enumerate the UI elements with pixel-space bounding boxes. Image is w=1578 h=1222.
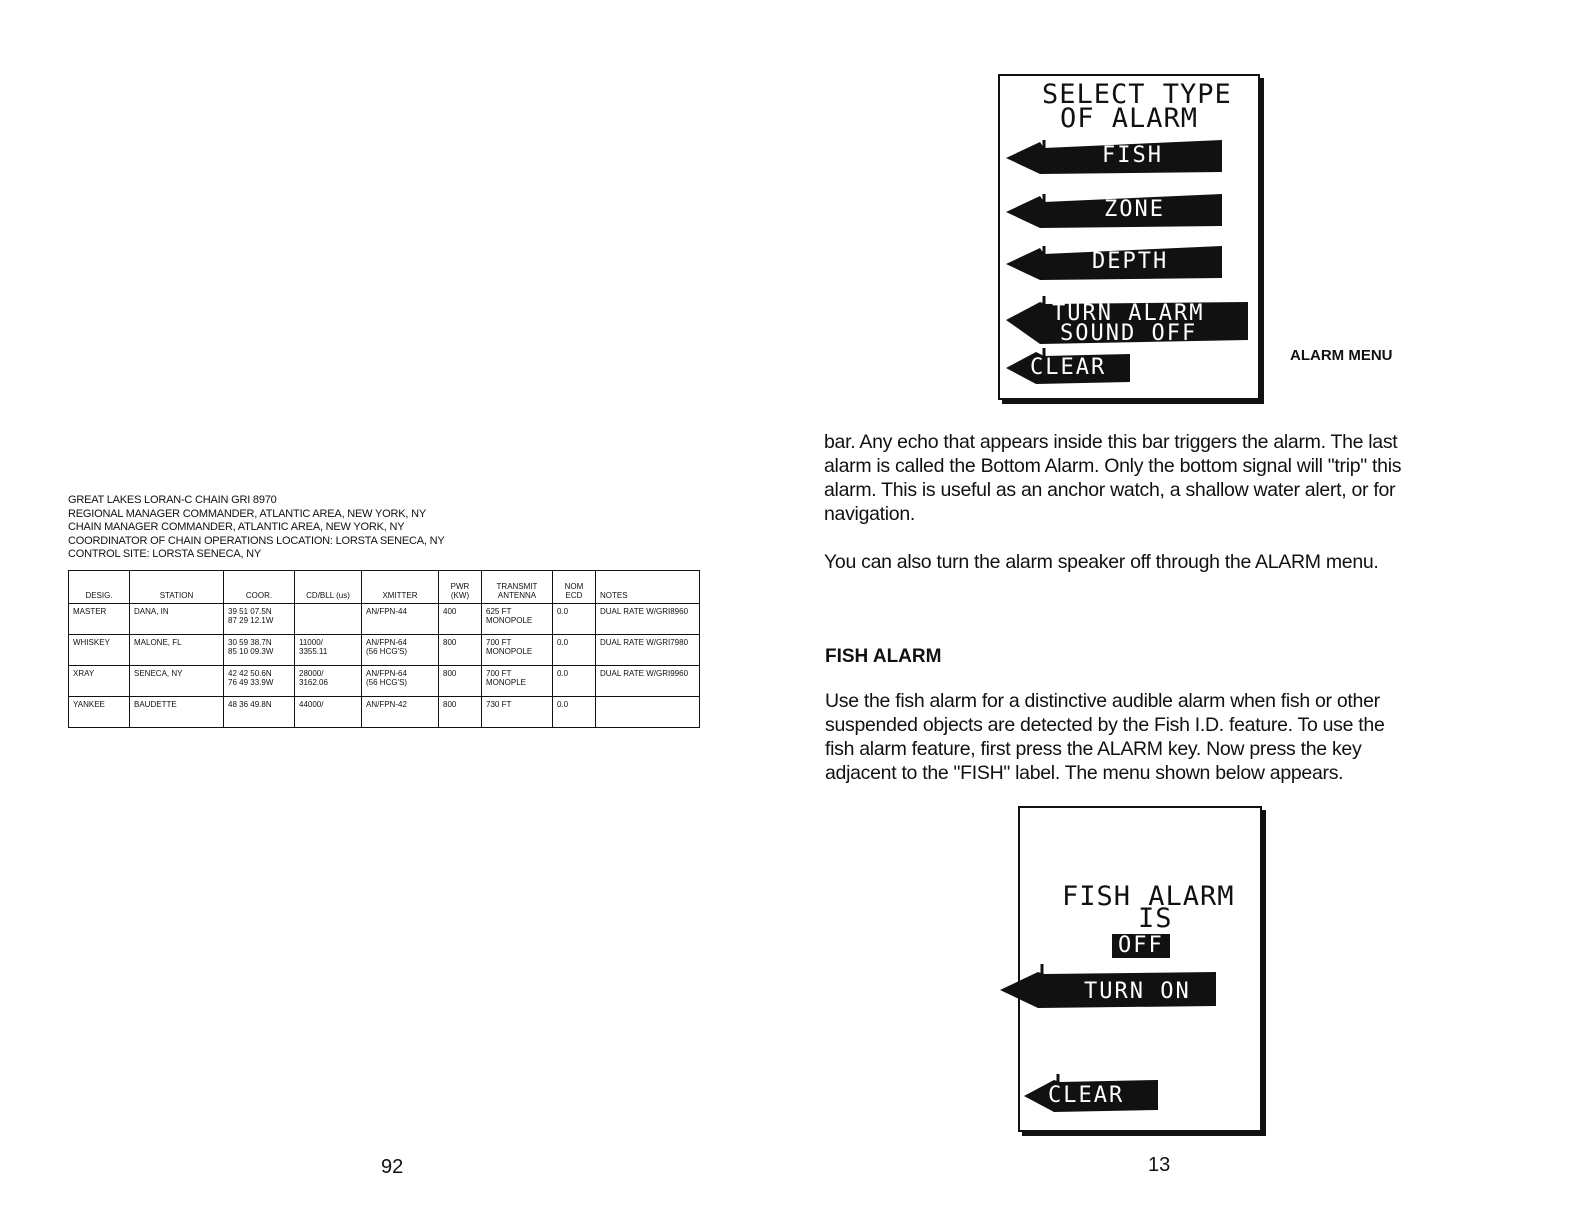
col-ecd: NOM ECD: [553, 571, 596, 604]
cell-text: SENECA, NY: [134, 669, 183, 678]
table-cell: [362, 635, 439, 666]
cell-text: XRAY: [73, 669, 95, 678]
menu-item-clear-fish[interactable]: [1024, 1070, 1164, 1114]
cell-text: YANKEE: [73, 700, 105, 709]
cell-text: 625 FT: [486, 607, 512, 616]
cell-text: 730 FT: [486, 700, 512, 709]
alarm-menu-caption: ALARM MENU: [1290, 347, 1393, 364]
paragraph-fish-alarm: [825, 689, 1505, 785]
cell-text: 76 49 33.9W: [228, 678, 274, 687]
heading-line: CONTROL SITE: LORSTA SENECA, NY: [68, 548, 262, 560]
table-cell: [295, 604, 362, 635]
heading-line: COORDINATOR OF CHAIN OPERATIONS LOCATION: LORSTA SENECA, NY: [68, 534, 445, 547]
table-cell: [553, 666, 596, 697]
menu-item-turn-on-label: TURN ON: [1084, 979, 1191, 1004]
cell-text: MONOPOLE: [486, 647, 533, 656]
cell-text: MASTER: [73, 607, 107, 616]
cell-text: BAUDETTE: [134, 700, 177, 709]
cell-text: (56 HCG'S): [366, 647, 408, 656]
cell-text: DANA, IN: [134, 607, 169, 616]
cell-text: 3162.06: [299, 678, 328, 687]
cell-text: 28000/: [299, 669, 324, 678]
cell-text: 400: [443, 607, 457, 616]
cell-text: 87 29 12.1W: [228, 616, 274, 625]
col-xmitter: XMITTER: [362, 571, 439, 604]
cell-text: DUAL RATE W/GRI8960: [600, 607, 689, 616]
table-cell: [130, 666, 224, 697]
table-cell: [362, 604, 439, 635]
paragraph-speaker-off: You can also turn the alarm speaker off through the ALARM menu.: [824, 551, 1379, 573]
text-line: Use the fish alarm for a distinctive audible alarm when fish or other: [825, 690, 1380, 712]
menu-item-clear-label: CLEAR: [1030, 355, 1107, 380]
table-cell: [596, 604, 700, 635]
menu-item-clear[interactable]: [1006, 342, 1136, 386]
table-cell: [130, 635, 224, 666]
fish-alarm-title-line1: FISH ALARM: [1062, 881, 1235, 912]
menu-item-sound-off-line2: SOUND OFF: [1060, 321, 1198, 346]
fish-alarm-title-line2: IS: [1138, 903, 1173, 934]
table-cell: [482, 604, 553, 635]
table-cell: [224, 604, 295, 635]
cell-text: 44000/: [299, 700, 324, 709]
text-line: navigation.: [824, 503, 916, 525]
alarm-menu-title-line1: SELECT TYPE: [1042, 79, 1232, 110]
table-cell: [224, 666, 295, 697]
cell-text: AN/FPN-42: [366, 700, 407, 709]
menu-item-sound-off[interactable]: [1006, 290, 1252, 348]
text-line: suspended objects are detected by the Fish I.D. feature. To use the: [825, 714, 1385, 736]
table-row: [69, 697, 700, 728]
table-cell: [69, 666, 130, 697]
cell-text: 85 10 09.3W: [228, 647, 274, 656]
cell-text: 800: [443, 669, 457, 678]
table-cell: [295, 697, 362, 728]
page-number-left: 92: [381, 1156, 404, 1178]
table-body: [69, 604, 700, 728]
cell-text: 30 59 38.7N: [228, 638, 272, 647]
cell-text: 800: [443, 700, 457, 709]
table-cell: [69, 697, 130, 728]
cell-text: 48 36 49.8N: [228, 700, 272, 709]
text-line: bar. Any echo that appears inside this bar triggers the alarm. The last: [824, 431, 1398, 453]
cell-text: AN/FPN-44: [366, 607, 407, 616]
fish-alarm-screen: [1018, 806, 1262, 1132]
cell-text: MONOPLE: [486, 678, 527, 687]
menu-item-clear-fish-label: CLEAR: [1048, 1083, 1125, 1108]
heading-line: REGIONAL MANAGER COMMANDER, ATLANTIC AREA, NEW YORK, NY: [68, 507, 426, 520]
loran-chain-heading: [68, 494, 445, 562]
loran-station-table: [68, 570, 700, 728]
table-cell: [130, 604, 224, 635]
cell-text: 0.0: [557, 669, 569, 678]
text-line: alarm is called the Bottom Alarm. Only the bottom signal will "trip" this: [824, 455, 1402, 477]
table-cell: [224, 697, 295, 728]
table-cell: [295, 635, 362, 666]
table-header-row: [69, 571, 700, 604]
cell-text: MONOPOLE: [486, 616, 533, 625]
cell-text: 700 FT: [486, 638, 512, 647]
menu-item-fish[interactable]: [1006, 134, 1226, 178]
table-row: [69, 635, 700, 666]
cell-text: 0.0: [557, 700, 569, 709]
heading-line: GREAT LAKES LORAN-C CHAIN GRI 8970: [68, 494, 277, 506]
table-cell: [596, 635, 700, 666]
cell-text: DUAL RATE W/GRI7980: [600, 638, 689, 647]
paragraph-bottom-alarm: [824, 430, 1504, 526]
table-cell: [439, 697, 482, 728]
cell-text: AN/FPN-64: [366, 638, 407, 647]
menu-item-fish-label: FISH: [1102, 143, 1163, 168]
table-cell: [553, 697, 596, 728]
table-cell: [224, 635, 295, 666]
text-line: adjacent to the "FISH" label. The menu shown below appears.: [825, 762, 1344, 784]
cell-text: (56 HCG'S): [366, 678, 408, 687]
cell-text: WHISKEY: [73, 638, 110, 647]
heading-line: CHAIN MANAGER COMMANDER, ATLANTIC AREA, NEW YORK, NY: [68, 521, 405, 533]
table-cell: [69, 635, 130, 666]
menu-item-depth-label: DEPTH: [1092, 249, 1169, 274]
menu-item-depth[interactable]: [1006, 240, 1226, 284]
table-cell: [69, 604, 130, 635]
table-cell: [130, 697, 224, 728]
col-coor: COOR.: [224, 571, 295, 604]
table-cell: [439, 666, 482, 697]
cell-text: 0.0: [557, 638, 569, 647]
table-cell: [553, 635, 596, 666]
cell-text: MALONE, FL: [134, 638, 182, 647]
menu-item-sound-off-line1: TURN ALARM: [1052, 301, 1205, 326]
alarm-menu-screen: [998, 74, 1260, 400]
table-cell: [553, 604, 596, 635]
table-cell: [596, 697, 700, 728]
text-line: fish alarm feature, first press the ALARM key. Now press the key: [825, 738, 1362, 760]
text-line: alarm. This is useful as an anchor watch, a shallow water alert, or for: [824, 479, 1396, 501]
cell-text: 3355.11: [299, 647, 328, 656]
col-antenna: TRANSMIT ANTENNA: [482, 571, 553, 604]
menu-item-zone[interactable]: [1006, 188, 1226, 232]
menu-item-zone-label: ZONE: [1104, 197, 1165, 222]
section-heading-fish-alarm: FISH ALARM: [825, 646, 942, 667]
fish-alarm-status-badge: OFF: [1112, 934, 1170, 958]
cell-text: 11000/: [299, 638, 323, 647]
table-cell: [482, 635, 553, 666]
table-cell: [596, 666, 700, 697]
cell-text: 0.0: [557, 607, 569, 616]
cell-text: 700 FT: [486, 669, 512, 678]
cell-text: 42 42 50.6N: [228, 669, 272, 678]
table-cell: [295, 666, 362, 697]
table-cell: [439, 635, 482, 666]
table-cell: [362, 697, 439, 728]
col-desig: DESIG.: [69, 571, 130, 604]
cell-text: 39 51 07.5N: [228, 607, 272, 616]
menu-item-turn-on[interactable]: [1000, 958, 1220, 1010]
page-number-right: 13: [1148, 1154, 1171, 1176]
cell-text: AN/FPN-64: [366, 669, 407, 678]
table-cell: [482, 666, 553, 697]
table-cell: [482, 697, 553, 728]
table-cell: [439, 604, 482, 635]
table-row: [69, 666, 700, 697]
table-cell: [362, 666, 439, 697]
col-pwr: PWR (KW): [439, 571, 482, 604]
alarm-menu-title-line2: OF ALARM: [1060, 103, 1199, 134]
col-cdbll: CD/BLL (us): [295, 571, 362, 604]
cell-text: 800: [443, 638, 457, 647]
table-row: [69, 604, 700, 635]
cell-text: DUAL RATE W/GRI9960: [600, 669, 689, 678]
col-station: STATION: [130, 571, 224, 604]
col-notes: NOTES: [596, 571, 700, 604]
